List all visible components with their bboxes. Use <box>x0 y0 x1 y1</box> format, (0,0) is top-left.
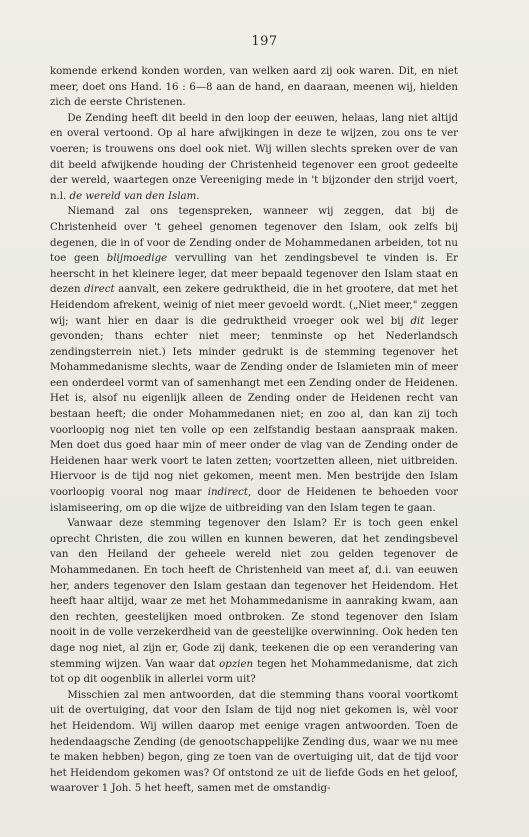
text-run: vervulling van het zendingsbevel te vinden is. Er heerscht in het kleinere leger, dat meer bepaald tegenover den Islam staat en dezen <box>50 253 459 296</box>
text-run: De Zending heeft dit beeld in den loop der eeuwen, helaas, lang niet altijd en overal vertoond. Op al hare afwijkingen in deze te wijzen, zou ons te ver voeren; is trouwens ons doel ook niet. Wij willen slechts spreken over de van dit beeld afwijkende houding der Christenheid tegenover een groot gedeelte der wereld, waartegen onze Vereeniging mede in 't bijzonder den strijd voert, n.l. <box>50 112 458 202</box>
paragraph-5 <box>50 688 458 797</box>
text-run: Vanwaar deze stemming tegenover den Islam? Er is toch geen enkel oprecht Christen, die zou willen en kunnen beweren, dat het zendingsbevel van den Heiland der geheele wereld niet zou gelden tegenover de Mohammedanen. En toch heeft de Christenheid van meet af, d.i. van eeuwen her, anders tegenover den Islam gestaan dan tegenover het Heidendom. Het heeft haar altijd, waar ze met het Mohammedanisme in aanraking kwam, aan den rechten, geestelijken moed ontbroken. Ze stond tegenover den Islam nooit in de volle verzekerdheid van de geestelijke overwinning. Ook heden ten dage nog niet, al zijn er, Gode zij dank, teekenen die op een verandering van stemming wijzen. Van waar dat <box>50 518 458 670</box>
italic-run: de wereld van den Islam. <box>69 190 200 202</box>
text-run: Niemand zal ons tegenspreken, wanneer wij zeggen, dat bij de Christenheid over 't geheel genomen tegenover den Islam, ook zelfs bij degenen, die in of voor de Zending onder de Mohammedanen arbeiden, tot nu toe geen <box>50 206 458 265</box>
text-run: Misschien zal men antwoorden, dat die stemming thans vooral voortkomt uit de overtuiging, dat voor den Islam de tijd nog niet gekomen is, wèl voor het Heidendom. Wij willen daarop met eenige vragen antwoorden. Toen de hedendaagsche Zending (de genootschappelijke Zending dus, waar we nu mee te maken hebben) begon, ging ze toen van de overtuiging uit, dat de tijd voor het Heidendom gekomen was? Of ontstond ze uit de liefde Gods en het geloof, waarover 1 Joh. 5 het heeft, samen met de omstandig- <box>50 689 459 795</box>
text-run: leger gevonden; thans echter niet meer; tenminste op het Nederlandsch zendingsterrein niet.) Iets minder gedrukt is de stemming tegenover het Mohammedanisme slechts, waar de Zending onder de Islamieten min of meer een onderdeel vormt van of samenhangt met een Zending onder de Heidenen. Het is, alsof nu eigenlijk alleen de Zending onder de Heidenen recht van bestaan heeft; die onder Mohammedanen niet; en zoo al, dan kan zij toch voorloopig nog niet ten volle op een zelfstandig bestaan aanspraak maken. Men doet dus goed haar min of meer onder de vlag van de Zending onder de Heidenen haar werk voort te laten zetten; voortzetten alleen, niet uitbreiden. Hiervoor is de tijd nog niet gekomen, meent men. Men bestrijde den Islam voorloopig vooral nog maar <box>50 315 458 499</box>
text-run: tegen het Mohammedanisme, dat zich tot op dit oogenblik in allerlei vorm uit? <box>50 658 458 686</box>
paragraph-2 <box>50 111 458 205</box>
paragraph-4 <box>50 516 458 688</box>
italic-run: direct <box>84 284 115 296</box>
page-number: 197 <box>251 34 278 49</box>
paragraph-1 <box>50 64 458 111</box>
body-text <box>50 64 458 797</box>
italic-run: indirect <box>207 487 248 499</box>
paragraph-3 <box>50 204 458 516</box>
text-run: aanvalt, een zekere gedruktheid, die in het grootere, dat met het Heidendom afrekent, weinig of niet meer gevoeld wordt. („Niet meer," zeggen wij; want hier en daar is die gedruktheid vroeger ook wel bij <box>50 284 458 327</box>
italic-run: opzien <box>219 658 254 670</box>
text-run: komende erkend konden worden, van welken aard zij ook waren. Dit, en niet meer, doet ons Hand. 16 : 6—8 aan de hand, en daaraan, meenen wij, hielden zich de eerste Christenen. <box>50 66 458 109</box>
italic-run: blijmoedige <box>106 253 168 265</box>
text-run: , door de Heidenen te behoeden voor islamiseering, om op die wijze de uitbreiding van den Islam tegen te gaan. <box>50 487 458 514</box>
italic-run: dit <box>410 315 425 327</box>
